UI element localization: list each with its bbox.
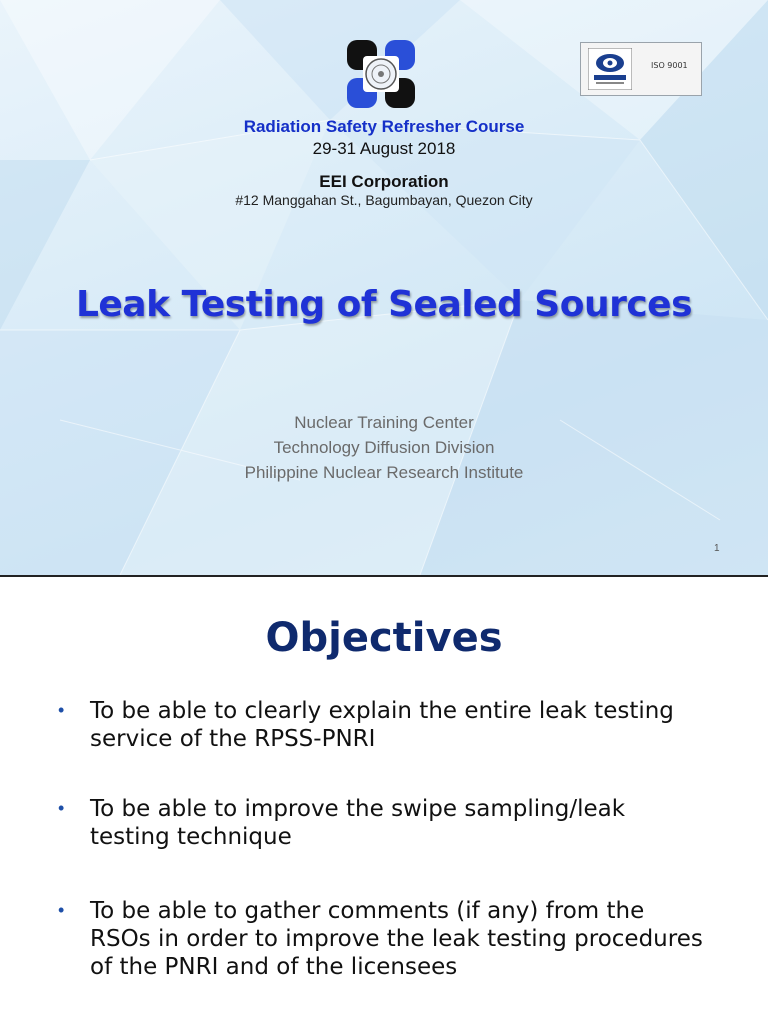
bullet-icon: •	[58, 700, 65, 720]
objective-text: To be able to gather comments (if any) from the RSOs in order to improve the leak testing procedures of the PNRI and of the licensees	[90, 898, 703, 980]
org-line-training-center: Nuclear Training Center	[294, 413, 474, 432]
objectives-title: Objectives	[265, 615, 503, 661]
bullet-icon: •	[58, 798, 65, 818]
socotec-logo-icon	[588, 48, 632, 90]
objective-text: To be able to improve the swipe sampling/leak testing technique	[90, 796, 626, 850]
objective-text: To be able to clearly explain the entire leak testing service of the RPSS-PNRI	[90, 698, 674, 752]
slide-number: 1	[714, 543, 720, 554]
objectives-slide	[0, 577, 768, 1024]
company-address: #12 Manggahan St., Bagumbayan, Quezon City	[235, 192, 533, 208]
certification-badge	[580, 42, 702, 96]
course-name: Radiation Safety Refresher Course	[243, 117, 525, 136]
iso-label: ISO 9001	[651, 61, 688, 70]
org-line-division: Technology Diffusion Division	[273, 438, 495, 457]
course-date: 29-31 August 2018	[312, 139, 456, 158]
org-line-institute: Philippine Nuclear Research Institute	[244, 463, 524, 482]
pnri-seal-icon	[345, 38, 417, 110]
slide-title: Leak Testing of Sealed Sources	[75, 284, 693, 325]
company-name: EEI Corporation	[319, 172, 449, 191]
bullet-icon: •	[58, 900, 65, 920]
